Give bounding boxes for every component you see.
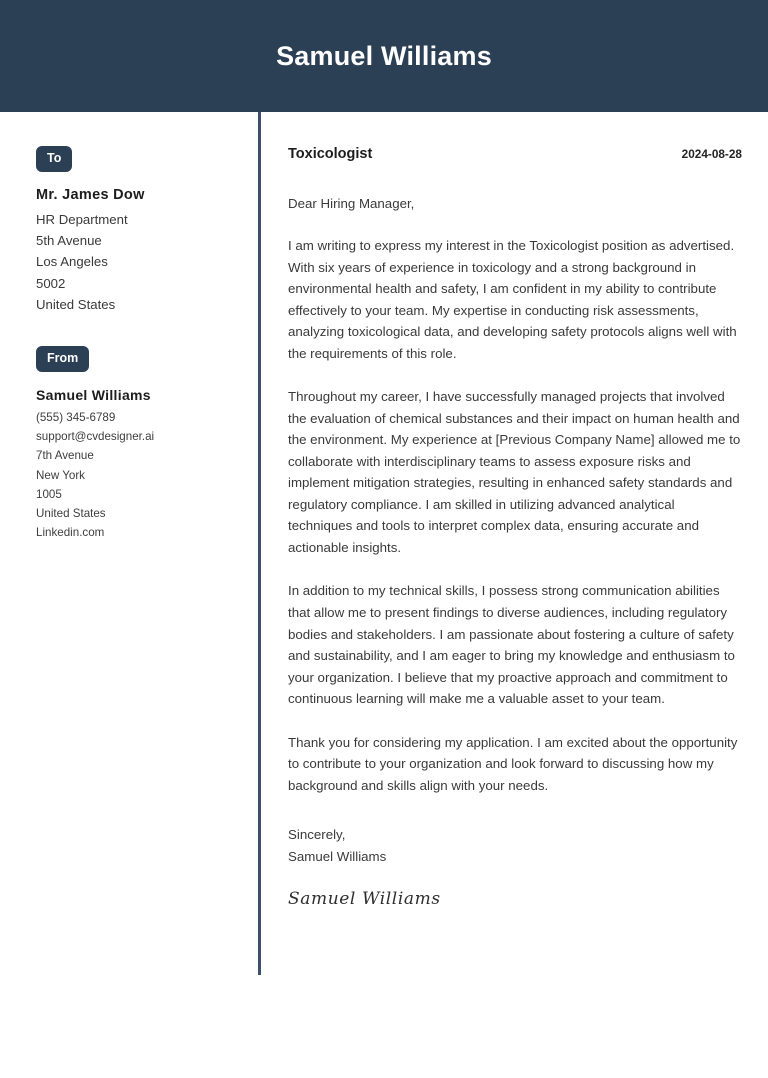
sender-phone: (555) 345-6789 (36, 410, 116, 424)
sender-name: Samuel Williams (36, 386, 151, 403)
recipient-address-line: HR Department (36, 211, 128, 227)
recipient-name: Mr. James Dow (36, 186, 145, 203)
to-badge: To (36, 146, 72, 172)
salutation: Dear Hiring Manager, (288, 196, 415, 211)
recipient-block (36, 146, 246, 315)
sender-address-line: 1005 (36, 487, 62, 501)
sender-linkedin[interactable]: Linkedin.com (36, 526, 105, 540)
recipient-address-line: 5002 (36, 275, 66, 291)
sender-email[interactable]: support@cvdesigner.ai (36, 430, 155, 444)
job-title: Toxicologist (288, 146, 373, 162)
letter-paragraph: I am writing to express my interest in the Toxicologist position as advertised. With six years of experience in toxicology and a strong background in environmental health and safety, I am confident in my ability to contribute effectively to your team. My expertise in conducting risk assessments, analyzing toxicological data, and developing safety protocols aligns well with the requirements of this role. (288, 238, 737, 361)
letter-content (259, 146, 768, 909)
page-title: Samuel Williams (276, 40, 492, 71)
sender-address-line: United States (36, 507, 106, 521)
recipient-address-line: United States (36, 297, 116, 312)
header-banner (0, 0, 768, 112)
sender-address-line: 7th Avenue (36, 449, 94, 463)
signature: Samuel Williams (288, 889, 441, 910)
document-body (0, 112, 768, 909)
letter-paragraph: Throughout my career, I have successfully managed projects that involved the evaluation of chemical substances and their impact on human health and the environment. My experience at [Previous Company Name] allowed me to collaborate with interdisciplinary teams to assess exposure risks and implement mitigation strategies, resulting in enhanced safety standards and regulatory compliance. I am skilled in utilizing advanced analytical techniques and tools to interpret complex data, ensuring accurate and actionable insights. (288, 389, 741, 555)
sender-address-line: New York (36, 468, 85, 482)
letter-paragraph: In addition to my technical skills, I possess strong communication abilities that allow me to present findings to diverse audiences, including regulatory bodies and stakeholders. I am passionate about fostering a culture of safety and sustainability, and I am eager to bring my knowledge and enthusiasm to your organization. I believe that my proactive approach and commitment to continuous learning will make me a valuable asset to your team. (288, 583, 735, 707)
from-badge: From (36, 346, 89, 372)
letter-date: 2024-08-28 (681, 147, 742, 161)
closing-salutation: Sincerely, (288, 827, 346, 843)
recipient-address-line: Los Angeles (36, 254, 108, 270)
sender-block (36, 346, 246, 542)
column-divider (258, 146, 259, 909)
recipient-address-line: 5th Avenue (36, 232, 102, 248)
letter-paragraph: Thank you for considering my application. I am excited about the opportunity to contribute to your organization and look forward to discussing how my background and skills align with your needs. (288, 734, 738, 793)
divider-line (258, 112, 261, 975)
closing-name: Samuel Williams (288, 848, 387, 864)
letter-header-row (288, 146, 742, 162)
sidebar (0, 146, 258, 543)
closing-block (288, 824, 742, 867)
